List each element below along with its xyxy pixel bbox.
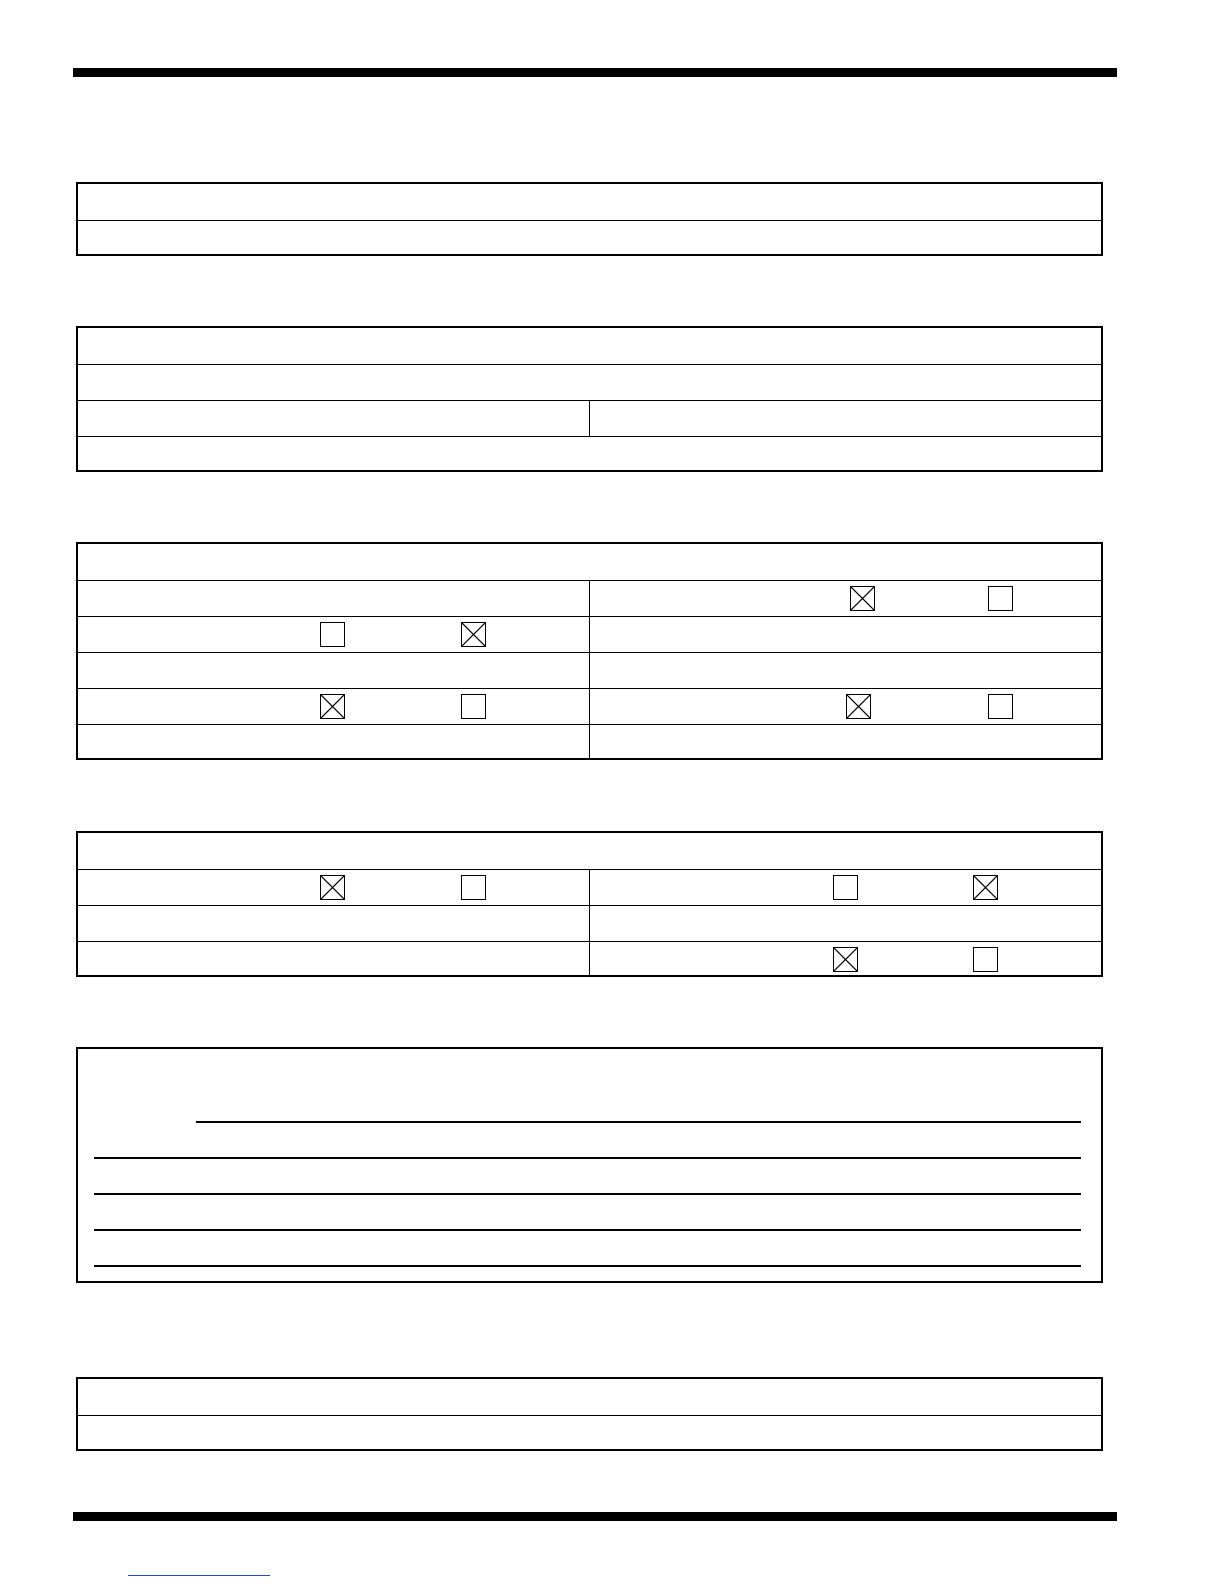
unchecked-checkbox[interactable] bbox=[833, 875, 858, 900]
footer-link[interactable] bbox=[128, 1575, 270, 1576]
section-2-row-1 bbox=[78, 364, 1101, 400]
unchecked-checkbox[interactable] bbox=[461, 694, 486, 719]
section-1-header-row bbox=[78, 184, 1101, 220]
unchecked-checkbox[interactable] bbox=[988, 586, 1013, 611]
unchecked-checkbox[interactable] bbox=[988, 694, 1013, 719]
checked-checkbox[interactable] bbox=[461, 622, 486, 647]
section-3-row-3 bbox=[78, 652, 1101, 688]
section-6-row bbox=[78, 1415, 1101, 1451]
fill-in-line[interactable] bbox=[196, 1121, 1081, 1123]
footer-rule bbox=[73, 1512, 1117, 1521]
checked-checkbox[interactable] bbox=[833, 947, 858, 972]
section-2-row-3 bbox=[78, 436, 1101, 472]
section-3-row-5 bbox=[78, 724, 1101, 760]
x-mark-icon bbox=[851, 587, 874, 610]
x-mark-icon bbox=[974, 876, 997, 899]
checked-checkbox[interactable] bbox=[846, 694, 871, 719]
unchecked-checkbox[interactable] bbox=[973, 947, 998, 972]
checked-checkbox[interactable] bbox=[320, 694, 345, 719]
section-2-row-2-left bbox=[78, 401, 589, 436]
x-mark-icon bbox=[321, 695, 344, 718]
section-3-header-row bbox=[78, 544, 1101, 580]
section-4-row-1 bbox=[78, 869, 1101, 905]
section-4-box bbox=[76, 831, 1103, 977]
fill-in-line[interactable] bbox=[94, 1157, 1081, 1159]
section-6-box bbox=[76, 1377, 1103, 1451]
section-4-row-2 bbox=[78, 905, 1101, 941]
section-2-header-row bbox=[78, 328, 1101, 364]
checked-checkbox[interactable] bbox=[320, 875, 345, 900]
x-mark-icon bbox=[834, 948, 857, 971]
section-1-row bbox=[78, 220, 1101, 256]
section-3-row-4 bbox=[78, 688, 1101, 724]
section-5-box bbox=[76, 1047, 1103, 1283]
section-1-box bbox=[76, 182, 1103, 256]
unchecked-checkbox[interactable] bbox=[320, 622, 345, 647]
section-5-header-row bbox=[78, 1049, 1101, 1085]
checked-checkbox[interactable] bbox=[850, 586, 875, 611]
header-rule bbox=[73, 68, 1117, 77]
section-3-box bbox=[76, 542, 1103, 760]
section-2-row-2-right bbox=[589, 401, 1101, 436]
section-3-row-2 bbox=[78, 616, 1101, 652]
x-mark-icon bbox=[847, 695, 870, 718]
x-mark-icon bbox=[462, 623, 485, 646]
section-2-row-2 bbox=[78, 400, 1101, 436]
section-4-header-row bbox=[78, 833, 1101, 869]
fill-in-line[interactable] bbox=[94, 1265, 1081, 1267]
fill-in-line[interactable] bbox=[94, 1193, 1081, 1195]
x-mark-icon bbox=[321, 876, 344, 899]
section-4-row-3 bbox=[78, 941, 1101, 977]
checked-checkbox[interactable] bbox=[973, 875, 998, 900]
section-2-box bbox=[76, 326, 1103, 472]
section-6-header-row bbox=[78, 1379, 1101, 1415]
fill-in-line[interactable] bbox=[94, 1229, 1081, 1231]
unchecked-checkbox[interactable] bbox=[461, 875, 486, 900]
section-3-row-1 bbox=[78, 580, 1101, 616]
